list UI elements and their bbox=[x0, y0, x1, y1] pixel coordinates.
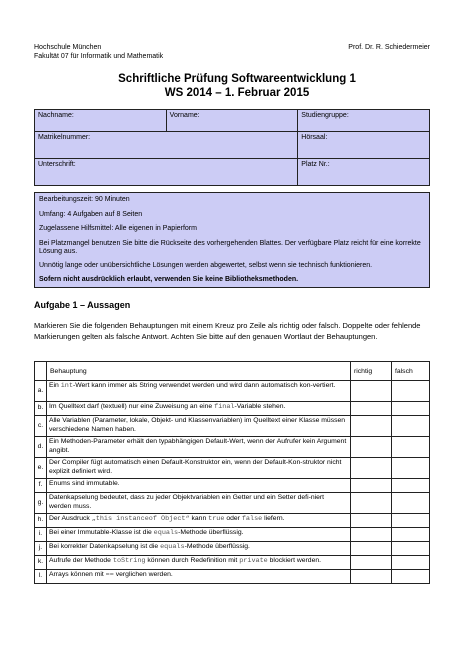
claim-letter: l. bbox=[35, 570, 47, 584]
claim-row bbox=[35, 570, 430, 584]
claim-text: Der Ausdruck „this instanceof Object“ kann true oder false liefern. bbox=[47, 514, 351, 528]
claim-letter: e. bbox=[35, 458, 47, 479]
claim-text: Ein Methoden-Parameter erhält den typabhängigen Default-Wert, wenn der Aufrufer kein Argument angibt. bbox=[47, 437, 351, 458]
claim-letter: i. bbox=[35, 528, 47, 542]
false-checkbox-cell[interactable] bbox=[392, 556, 430, 570]
rule-libraries: Sofern nicht ausdrücklich erlaubt, verwenden Sie keine Bibliotheksmethoden. bbox=[39, 276, 299, 283]
claim-letter: k. bbox=[35, 556, 47, 570]
false-checkbox-cell[interactable] bbox=[392, 528, 430, 542]
claim-text: Im Quelltext darf (textuell) nur eine Zuweisung an eine final-Variable stehen. bbox=[47, 402, 351, 416]
claim-row bbox=[35, 493, 430, 514]
claim-text: Der Compiler fügt automatisch einen Default-Konstruktor ein, wenn der Default-Kon-struktor nicht explizit definiert wird. bbox=[47, 458, 351, 479]
claim-row bbox=[35, 416, 430, 437]
rule-messy: Unnötig lange oder unübersichtliche Lösungen werden abgewertet, selbst wenn sie technisch funktionieren. bbox=[39, 261, 373, 269]
true-checkbox-cell[interactable] bbox=[351, 437, 392, 458]
rule-scope: Umfang: 4 Aufgaben auf 8 Seiten bbox=[39, 210, 143, 218]
false-checkbox-cell[interactable] bbox=[392, 458, 430, 479]
claim-letter: a. bbox=[35, 381, 47, 402]
claim-header: Behauptung bbox=[47, 362, 351, 381]
claim-text: Alle Variablen (Parameter, lokale, Objekt- und Klassenvariablen) im Quelltext einer Klasse müssen verschiedene Namen haben. bbox=[47, 416, 351, 437]
false-checkbox-cell[interactable] bbox=[392, 416, 430, 437]
claim-row bbox=[35, 437, 430, 458]
true-checkbox-cell[interactable] bbox=[351, 458, 392, 479]
task-instructions: Markieren Sie die folgenden Behauptungen mit einem Kreuz pro Zeile als richtig oder falsch. Doppelte oder fehlende Markierungen gelten als falsche Antwort. Achten Sie bitte auf den genauen Wortlaut der Behauptungen. bbox=[34, 321, 421, 341]
claim-text: Arrays können mit == verglichen werden. bbox=[47, 570, 351, 584]
false-checkbox-cell[interactable] bbox=[392, 570, 430, 584]
claim-row bbox=[35, 479, 430, 493]
matriculation-field[interactable]: Matrikelnummer: bbox=[35, 132, 298, 159]
claim-row bbox=[35, 514, 430, 528]
student-info-table bbox=[34, 109, 430, 186]
exam-date: WS 2014 – 1. Februar 2015 bbox=[164, 87, 310, 99]
claim-letter: b. bbox=[35, 402, 47, 416]
true-checkbox-cell[interactable] bbox=[351, 556, 392, 570]
true-checkbox-cell[interactable] bbox=[351, 416, 392, 437]
false-checkbox-cell[interactable] bbox=[392, 542, 430, 556]
false-checkbox-cell[interactable] bbox=[392, 437, 430, 458]
true-checkbox-cell[interactable] bbox=[351, 402, 392, 416]
true-checkbox-cell[interactable] bbox=[351, 479, 392, 493]
true-header: richtig bbox=[351, 362, 392, 381]
letter-header bbox=[35, 362, 47, 381]
false-checkbox-cell[interactable] bbox=[392, 493, 430, 514]
claim-letter: j. bbox=[35, 542, 47, 556]
claim-row bbox=[35, 402, 430, 416]
claim-letter: c. bbox=[35, 416, 47, 437]
true-checkbox-cell[interactable] bbox=[351, 514, 392, 528]
false-checkbox-cell[interactable] bbox=[392, 479, 430, 493]
rule-space: Bei Platzmangel benutzen Sie bitte die Rückseite des vorhergehenden Blattes. Der verfügbare Platz reicht für eine korrekte Lösung aus. bbox=[39, 239, 421, 255]
lecture-hall-field[interactable]: Hörsaal: bbox=[298, 132, 430, 159]
exam-rules-box bbox=[34, 192, 430, 288]
true-checkbox-cell[interactable] bbox=[351, 542, 392, 556]
claim-text: Bei korrekter Datenkapselung ist die equals-Methode überflüssig. bbox=[47, 542, 351, 556]
faculty-name: Fakultät 07 für Informatik und Mathematik bbox=[34, 53, 164, 60]
exam-title: Schriftliche Prüfung Softwareentwicklung 1 bbox=[118, 73, 356, 85]
rule-time: Bearbeitungszeit: 90 Minuten bbox=[39, 196, 130, 203]
false-header: falsch bbox=[392, 362, 430, 381]
claim-text: Enums sind immutable. bbox=[47, 479, 351, 493]
signature-field[interactable]: Unterschrift: bbox=[35, 159, 298, 186]
true-checkbox-cell[interactable] bbox=[351, 528, 392, 542]
claim-row bbox=[35, 542, 430, 556]
claim-row bbox=[35, 458, 430, 479]
claim-row bbox=[35, 528, 430, 542]
rule-aids: Zugelassene Hilfsmittel: Alle eigenen in Papierform bbox=[39, 225, 197, 232]
lastname-field[interactable]: Nachname: bbox=[35, 110, 167, 132]
claim-letter: f. bbox=[35, 479, 47, 493]
false-checkbox-cell[interactable] bbox=[392, 514, 430, 528]
claim-text: Ein int-Wert kann immer als String verwendet werden und wird dann automatisch kon-vertiert. bbox=[47, 381, 351, 402]
claim-letter: g. bbox=[35, 493, 47, 514]
study-group-field[interactable]: Studiengruppe: bbox=[298, 110, 430, 132]
claims-table bbox=[34, 361, 430, 584]
claim-letter: d. bbox=[35, 437, 47, 458]
true-checkbox-cell[interactable] bbox=[351, 381, 392, 402]
university-name: Hochschule München bbox=[34, 44, 102, 51]
false-checkbox-cell[interactable] bbox=[392, 402, 430, 416]
true-checkbox-cell[interactable] bbox=[351, 570, 392, 584]
claim-row bbox=[35, 381, 430, 402]
seat-number-field[interactable]: Platz Nr.: bbox=[298, 159, 430, 186]
claim-text: Datenkapselung bedeutet, dass zu jeder Objektvariablen ein Getter und ein Setter defi-niert werden muss. bbox=[47, 493, 351, 514]
claim-text: Aufrufe der Methode toString können durch Redefinition mit private blockiert werden. bbox=[47, 556, 351, 570]
false-checkbox-cell[interactable] bbox=[392, 381, 430, 402]
task-heading: Aufgabe 1 – Aussagen bbox=[34, 300, 131, 310]
claims-header-row bbox=[35, 362, 430, 381]
claim-letter: h. bbox=[35, 514, 47, 528]
true-checkbox-cell[interactable] bbox=[351, 493, 392, 514]
professor-name: Prof. Dr. R. Schiedermeier bbox=[348, 44, 430, 51]
firstname-field[interactable]: Vorname: bbox=[166, 110, 298, 132]
claim-row bbox=[35, 556, 430, 570]
claim-text: Bei einer Immutable-Klasse ist die equals-Methode überflüssig. bbox=[47, 528, 351, 542]
